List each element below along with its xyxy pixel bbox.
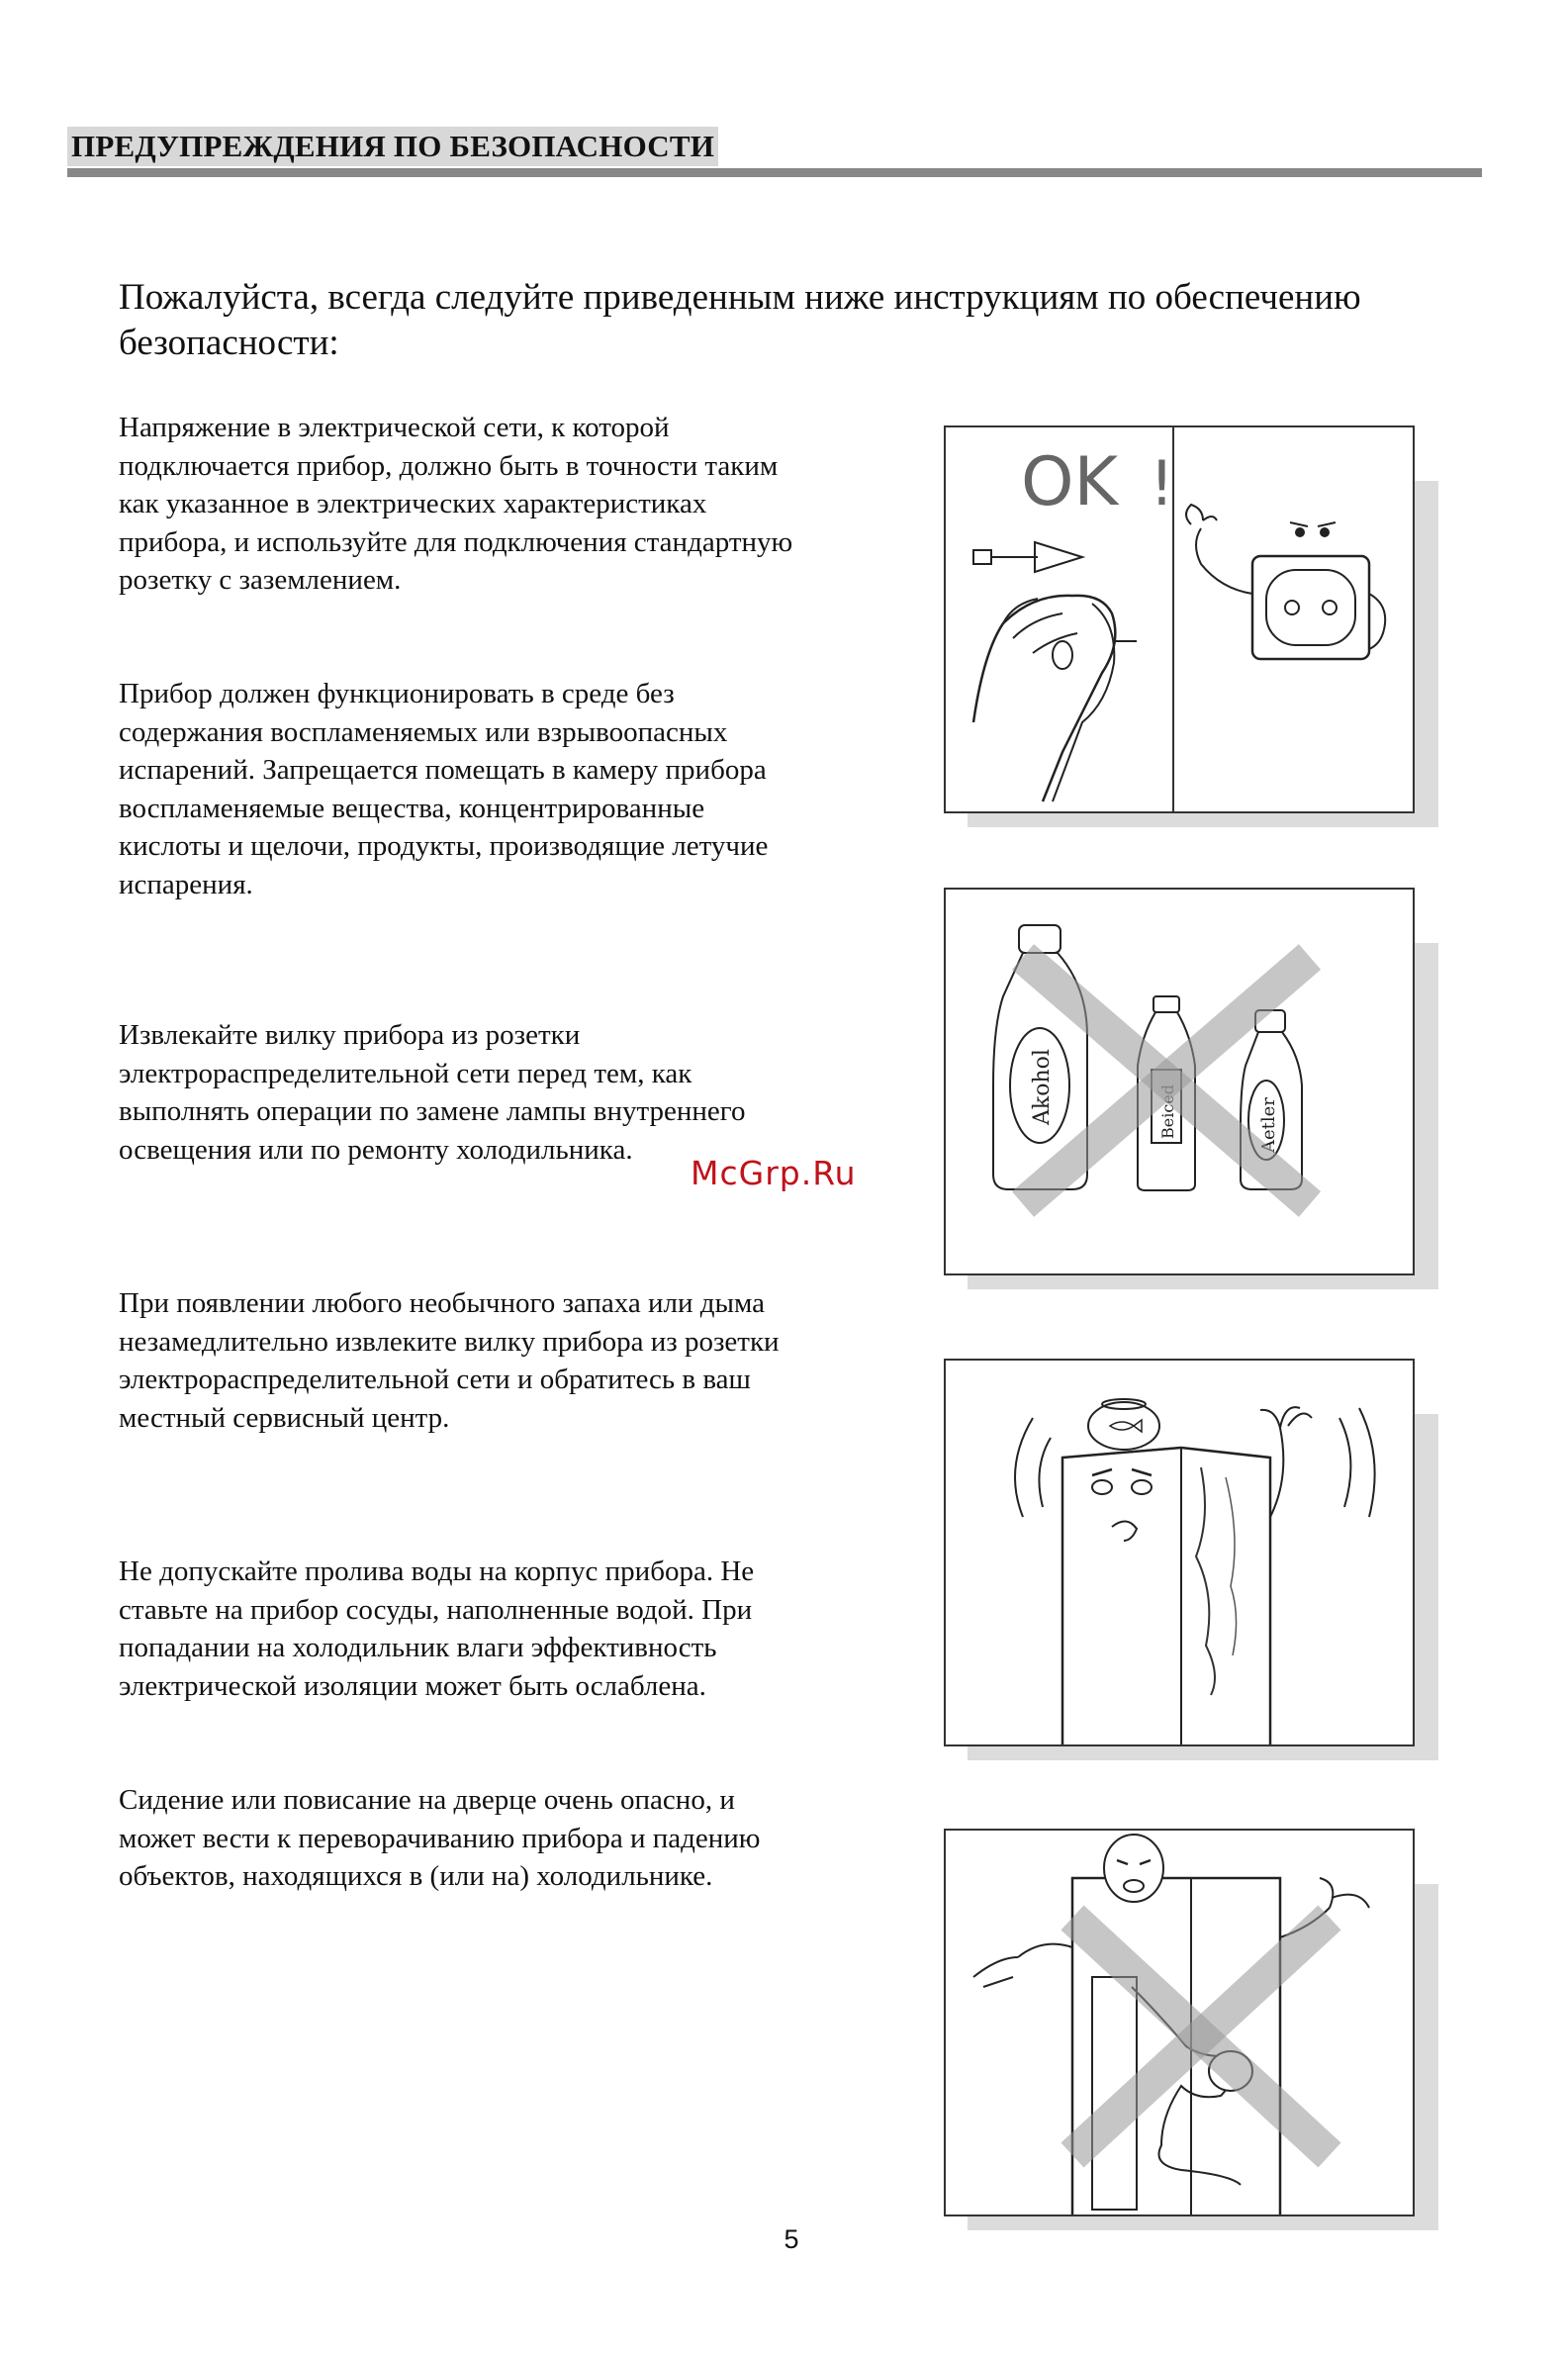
illustration-flammable-bottles xyxy=(944,888,1415,1289)
illustration-water-on-fridge xyxy=(944,1359,1415,1760)
paragraph-smell-smoke: При появлении любого необычного запаха или дыма незамедлительно извлеките вилку прибора из розетки электрораспределительной сети и обратитесь в ваш местный сервисный центр. xyxy=(119,1287,780,1434)
paragraph-flammable: Прибор должен функционировать в среде без содержания воспламеняемых или взрывоопасных испарений. Запрещается помещать в камеру прибора воспламеняемые вещества, концентрированные кислоты и щелочи, продукты, производящие летучие испарения. xyxy=(119,678,769,900)
ok-label: OK xyxy=(1021,443,1119,521)
paragraph-voltage: Напряжение в электрической сети, к которой подключается прибор, должно быть в точности таким как указанное в электрических характеристиках прибора, и используйте для подключения стандартную розетку с заземлением. xyxy=(119,412,793,596)
bottle-label-beiced: Beiced xyxy=(1158,1084,1177,1139)
watermark: McGrp.Ru xyxy=(691,1154,857,1192)
paragraph-door-hanging: Сидение или повисание на дверце очень опасно, и может вести к переворачиванию прибора и падению объектов, находящихся в (или на) холодильнике. xyxy=(119,1784,761,1892)
paragraph-water: Не допускайте пролива воды на корпус прибора. Не ставьте на прибор сосуды, наполненные водой. При попадании на холодильник влаги эффективность электрической изоляции может быть ослаблена. xyxy=(119,1555,755,1702)
flammable-bottles-drawing xyxy=(944,888,1415,1275)
paragraph-unplug: Извлекайте вилку прибора из розетки электрораспределительной сети перед тем, как выполнять операции по замене лампы внутреннего освещения или по ремонту холодильника. xyxy=(119,1019,746,1166)
page-number: 5 xyxy=(784,2224,799,2254)
bottle-label-alcohol: Akohol xyxy=(1030,1049,1055,1125)
bottle-label-aetler: Aetler xyxy=(1258,1097,1279,1153)
illustration-socket-ok xyxy=(944,425,1415,827)
page-heading: ПРЕДУПРЕЖДЕНИЯ ПО БЕЗОПАСНОСТИ xyxy=(67,127,718,166)
ok-exclamation: ! xyxy=(1150,447,1174,519)
intro-text: Пожалуйста, всегда следуйте приведенным ниже инструкциям по обеспечению безопасности: xyxy=(119,277,1361,363)
water-on-fridge-drawing xyxy=(944,1359,1415,1746)
heading-rule xyxy=(67,168,1482,177)
socket-ok-drawing xyxy=(944,425,1415,813)
hanging-door-drawing xyxy=(944,1829,1415,2216)
illustration-hanging-door xyxy=(944,1829,1415,2230)
